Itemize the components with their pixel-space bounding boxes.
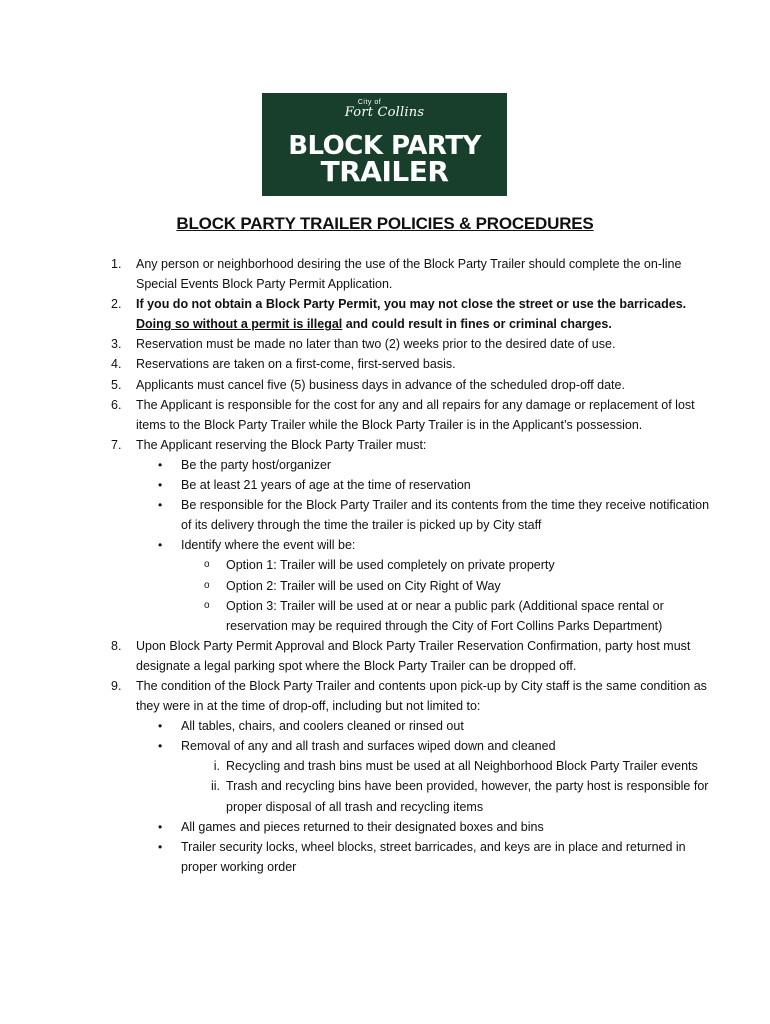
roman-number: i. bbox=[213, 759, 220, 774]
bullet-item bbox=[0, 475, 770, 495]
logo-line-1: BLOCK PARTY bbox=[288, 131, 481, 161]
option-text: Option 3: Trailer will be used at or near a public park (Additional space rental or reservation may be required through the City of Fort Collins Parks Department) bbox=[226, 598, 664, 633]
item-number: 3. bbox=[111, 337, 122, 352]
bullet-icon: • bbox=[158, 457, 163, 472]
bullet-text: Removal of any and all trash and surfaces wiped down and cleaned bbox=[181, 739, 556, 754]
policy-list bbox=[0, 254, 770, 877]
bullet-text: Trailer security locks, wheel blocks, street barricades, and keys are in place and returned in proper working order bbox=[181, 839, 686, 874]
bullet-text: All games and pieces returned to their designated boxes and bins bbox=[181, 819, 544, 834]
bullet-item bbox=[0, 455, 770, 475]
item-number: 5. bbox=[111, 377, 122, 392]
item-number: 8. bbox=[111, 638, 122, 653]
bullet-text: All tables, chairs, and coolers cleaned or rinsed out bbox=[181, 719, 464, 734]
bullet-text: Identify where the event will be: bbox=[181, 538, 356, 553]
circle-bullet-icon: o bbox=[204, 559, 210, 571]
bullet-icon: • bbox=[158, 719, 163, 734]
item-number: 9. bbox=[111, 678, 122, 693]
logo-line-2: TRAILER bbox=[320, 155, 449, 188]
list-item bbox=[0, 254, 770, 294]
city-logo bbox=[262, 99, 507, 119]
option-item bbox=[0, 555, 770, 575]
bullet-item bbox=[0, 837, 770, 877]
roman-number: ii. bbox=[210, 779, 220, 794]
item-text: The Applicant is responsible for the cost for any and all repairs for any damage or replacement of lost items to the Block Party Trailer while the Block Party Trailer is in the Applicant’s possession. bbox=[136, 397, 695, 432]
circle-bullet-icon: o bbox=[204, 599, 210, 611]
option-item bbox=[0, 576, 770, 596]
bullet-item bbox=[0, 535, 770, 555]
item-number: 2. bbox=[111, 297, 122, 312]
bullet-text: Be responsible for the Block Party Trailer and its contents from the time they receive notification of its delivery through the time the trailer is picked up by City staff bbox=[181, 498, 710, 533]
item-text: Applicants must cancel five (5) business days in advance of the scheduled drop-off date. bbox=[136, 377, 625, 392]
option-text: Option 1: Trailer will be used completely on private property bbox=[226, 558, 555, 573]
list-item bbox=[0, 294, 770, 334]
bullet-icon: • bbox=[158, 478, 163, 493]
list-item bbox=[0, 375, 770, 395]
roman-item bbox=[0, 756, 770, 776]
bullet-text: Be at least 21 years of age at the time of reservation bbox=[181, 478, 471, 493]
item-number: 4. bbox=[111, 357, 122, 372]
page-title: BLOCK PARTY TRAILER POLICIES & PROCEDURES bbox=[176, 214, 594, 233]
bullet-icon: • bbox=[158, 819, 163, 834]
city-name-text: Fort Collins bbox=[344, 105, 425, 120]
roman-text: Recycling and trash bins must be used at all Neighborhood Block Party Trailer events bbox=[226, 759, 698, 774]
item-text: Upon Block Party Permit Approval and Block Party Trailer Reservation Confirmation, party host must designate a legal parking spot where the Block Party Trailer can be dropped off. bbox=[136, 638, 691, 673]
list-item bbox=[0, 636, 770, 676]
circle-bullet-icon: o bbox=[204, 579, 210, 591]
item-number: 6. bbox=[111, 397, 122, 412]
bullet-item bbox=[0, 495, 770, 535]
item-text: Reservation must be made no later than two (2) weeks prior to the desired date of use. bbox=[136, 337, 616, 352]
option-item bbox=[0, 596, 770, 636]
roman-text: Trash and recycling bins have been provided, however, the party host is responsible for proper disposal of all trash and recycling items bbox=[226, 779, 709, 814]
list-item bbox=[0, 395, 770, 435]
list-item bbox=[0, 676, 770, 716]
item-text: The condition of the Block Party Trailer and contents upon pick-up by City staff is the same condition as they were in at the time of drop-off, including but not limited to: bbox=[136, 678, 707, 714]
list-item bbox=[0, 354, 770, 374]
item-text: The Applicant reserving the Block Party Trailer must: bbox=[136, 437, 427, 452]
item-text-bold: If you do not obtain a Block Party Permit, you may not close the street or use the barricades. bbox=[136, 297, 687, 312]
bullet-item bbox=[0, 817, 770, 837]
bullet-icon: • bbox=[158, 739, 163, 754]
bullet-item bbox=[0, 716, 770, 736]
bullet-text: Be the party host/organizer bbox=[181, 457, 332, 472]
list-item bbox=[0, 334, 770, 354]
bullet-item bbox=[0, 736, 770, 756]
item-text-bold-underlined: Doing so without a permit is illegal bbox=[136, 317, 343, 332]
city-of-text: City of bbox=[357, 99, 382, 106]
list-item bbox=[0, 435, 770, 455]
item-text: Reservations are taken on a first-come, first-served basis. bbox=[136, 357, 456, 372]
item-number: 1. bbox=[111, 257, 122, 271]
item-text-bold-end: and could result in fines or criminal charges. bbox=[342, 317, 612, 332]
bullet-icon: • bbox=[158, 839, 163, 854]
option-text: Option 2: Trailer will be used on City Right of Way bbox=[226, 578, 501, 593]
item-number: 7. bbox=[111, 437, 122, 452]
bullet-icon: • bbox=[158, 498, 163, 513]
roman-item bbox=[0, 776, 770, 816]
bullet-icon: • bbox=[158, 538, 163, 553]
block-party-trailer-logo bbox=[262, 93, 507, 196]
item-text: Any person or neighborhood desiring the use of the Block Party Trailer should complete the on-line Special Events Block Party Permit Application. bbox=[136, 257, 682, 292]
